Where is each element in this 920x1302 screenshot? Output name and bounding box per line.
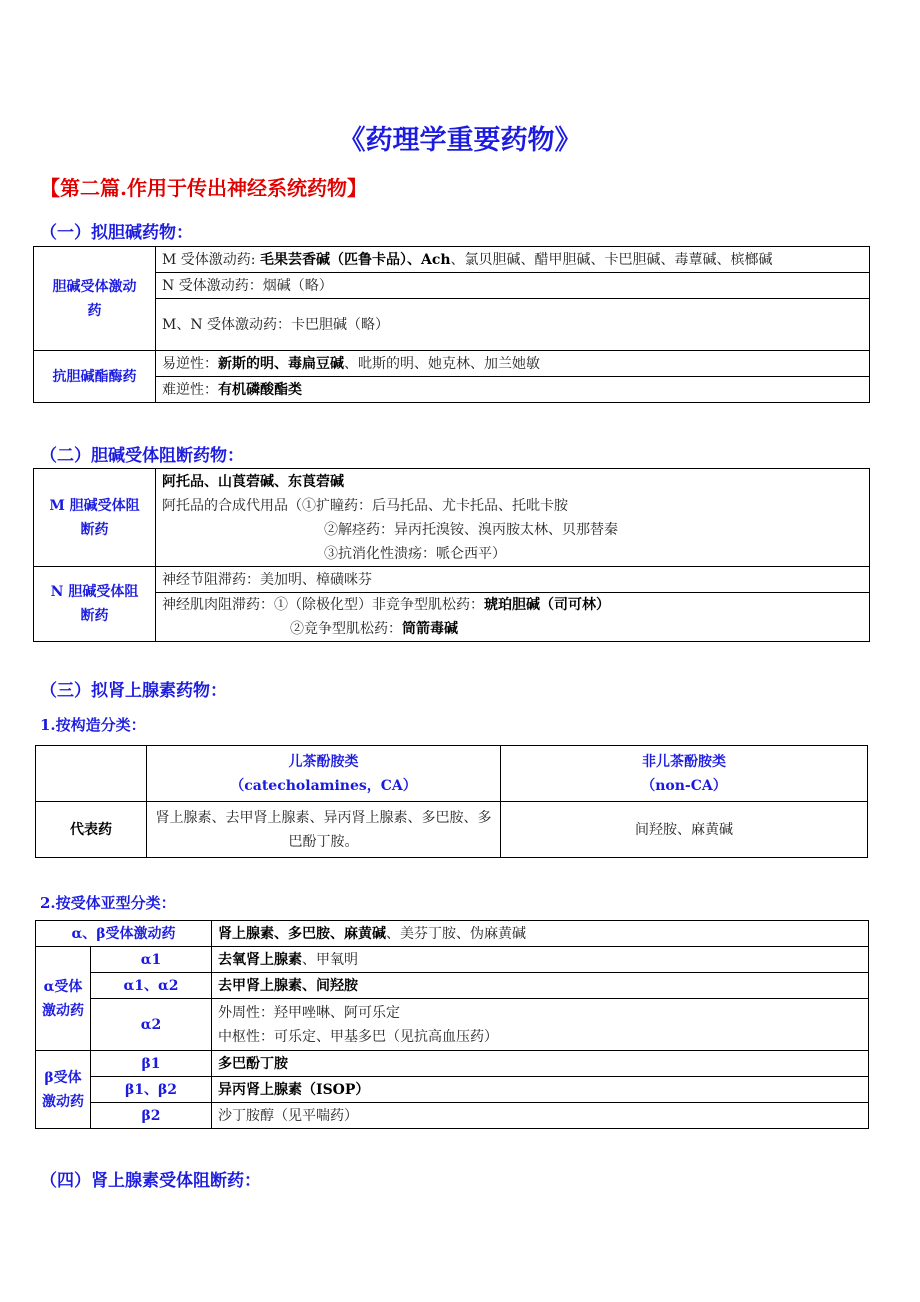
header-line: （catecholamines，CA） [230, 777, 417, 794]
text-line: 神经节阻滞药：美加明、樟磺咪芬 [162, 571, 372, 588]
header-line: （non-CA） [641, 777, 727, 794]
text-bold: 去甲肾上腺素、间羟胺 [218, 977, 359, 994]
subtype-cell: β2 [91, 1103, 212, 1129]
structure-table [35, 745, 868, 858]
drug-cell [156, 377, 870, 403]
sub-heading-receptor: 2.按受体亚型分类： [40, 894, 176, 912]
section-heading-1: （一）拟胆碱药物： [40, 223, 193, 243]
category-label: 抗胆碱酯酶药 [52, 368, 137, 385]
drug-cell [212, 1077, 869, 1103]
drug-cell [156, 299, 870, 351]
section-heading-3: （三）拟肾上腺素药物： [40, 681, 227, 701]
category-cell: α、β受体激动药 [36, 921, 212, 947]
subtype-cell: α1 [91, 947, 212, 973]
text-prefix: N 受体激动药：烟碱（略） [162, 277, 333, 294]
drug-cell [156, 593, 870, 642]
text-line: 阿托品的合成代用品（①扩瞳药：后马托品、尤卡托品、托吡卡胺 [162, 497, 568, 514]
text-prefix: 难逆性： [162, 381, 218, 398]
group-cell [36, 1051, 91, 1129]
sub-heading-structure: 1.按构造分类： [40, 716, 146, 734]
drug-cell [212, 921, 869, 947]
text-bold: 琥珀胆碱（司可林） [484, 597, 610, 613]
category-cell [34, 247, 156, 351]
header-catecholamines [147, 746, 501, 802]
document-title: 《药理学重要药物》 [338, 125, 582, 156]
text-line: 中枢性：可乐定、甲基多巴（见抗高血压药） [218, 1028, 499, 1045]
drug-cell [156, 273, 870, 299]
category-cell [34, 351, 156, 403]
group-label: α受体激动药 [42, 978, 84, 1019]
text-prefix: 易逆性： [162, 355, 218, 372]
category-label: M 胆碱受体阻断药 [49, 497, 140, 538]
text-rest: 、甲氧明 [302, 951, 359, 968]
category-label: N 胆碱受体阻断药 [50, 584, 139, 624]
drug-cell [156, 469, 870, 567]
category-label: 胆碱受体激动药 [52, 278, 137, 319]
subtype-cell: β1 [91, 1051, 212, 1077]
drug-cell [156, 567, 870, 593]
category-cell [34, 567, 156, 642]
subtype-cell: α2 [91, 999, 212, 1051]
text-line: ②解痉药：异丙托溴铵、溴丙胺太林、贝那替秦 [324, 521, 618, 538]
text-rest: 沙丁胺醇（见平喘药） [218, 1107, 359, 1124]
receptor-subtype-table [35, 920, 869, 1129]
text-prefix: M、N 受体激动药：卡巴胆碱（略） [162, 316, 390, 333]
drug-cell [147, 802, 501, 858]
drug-cell [156, 351, 870, 377]
text-bold: 去氧肾上腺素 [218, 951, 303, 968]
group-cell [36, 947, 91, 1051]
text-rest: 、美芬丁胺、伪麻黄碱 [386, 925, 527, 942]
text-bold: 有机磷酸酯类 [218, 381, 302, 398]
text-bold: 新斯的明、毒扁豆碱 [218, 355, 344, 372]
empty-cell [36, 746, 147, 802]
drug-cell [212, 1051, 869, 1077]
drug-cell [212, 973, 869, 999]
drug-cell [212, 947, 869, 973]
subtype-cell: β1、β2 [91, 1077, 212, 1103]
text-prefix: ②竞争型肌松药： [290, 621, 402, 637]
drug-cell [212, 999, 869, 1051]
group-label: β受体激动药 [42, 1069, 84, 1110]
drug-cell: 间羟胺、麻黄碱 [501, 802, 868, 858]
subtype-cell: α1、α2 [91, 973, 212, 999]
text-rest: 、吡斯的明、她克林、加兰她敏 [344, 355, 540, 372]
text-line: ③抗消化性溃疡：哌仑西平） [324, 545, 506, 562]
text-bold: 筒箭毒碱 [402, 621, 458, 637]
text-bold: 毛果芸香碱（匹鲁卡品）、Ach [259, 251, 451, 268]
header-line: 非儿茶酚胺类 [642, 753, 726, 770]
text-bold: 多巴酚丁胺 [218, 1055, 289, 1072]
text-line: 外周性：羟甲唑啉、阿可乐定 [218, 1004, 401, 1021]
text-bold: 阿托品、山莨菪碱、东莨菪碱 [162, 473, 344, 490]
text-prefix: M 受体激动药: [162, 251, 260, 268]
text-rest: 、氯贝胆碱、醋甲胆碱、卡巴胆碱、毒蕈碱、槟榔碱 [450, 251, 773, 268]
text-bold: 肾上腺素、多巴胺、麻黄碱 [218, 925, 387, 942]
drug-cell [156, 247, 870, 273]
text-bold: 异丙肾上腺素（ISOP） [218, 1081, 370, 1098]
header-non-catecholamines [501, 746, 868, 802]
row-label: 代表药 [36, 802, 147, 858]
cholinergic-blocker-table [33, 468, 870, 642]
header-line: 儿茶酚胺类 [288, 753, 359, 770]
category-cell [34, 469, 156, 567]
text-prefix: 神经肌肉阻滞药：①（除极化型）非竞争型肌松药： [162, 597, 484, 613]
drug-cell [212, 1103, 869, 1129]
cholinomimetic-table [33, 246, 870, 403]
text-line: 肾上腺素、去甲肾上腺素、异丙肾上腺素、多巴胺、多巴酚丁胺。 [155, 809, 492, 850]
section-heading-4: （四）肾上腺素受体阻断药： [40, 1171, 261, 1191]
chapter-heading: 【第二篇.作用于传出神经系统药物】 [40, 176, 367, 200]
section-heading-2: （二）胆碱受体阻断药物： [40, 446, 244, 466]
